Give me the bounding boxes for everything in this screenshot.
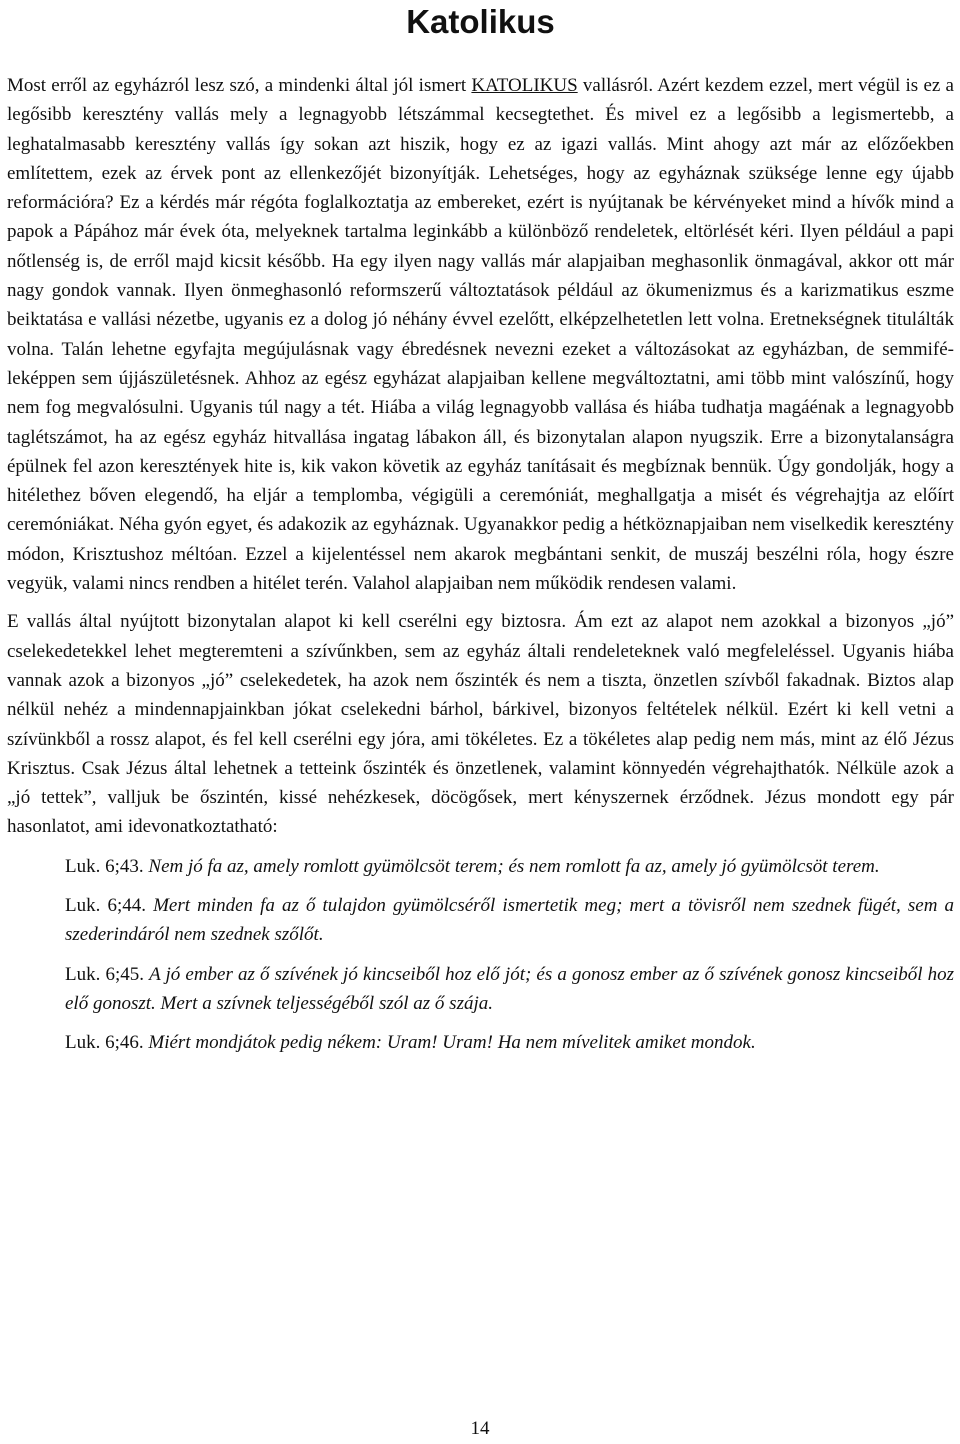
scripture-quote [65,891,954,950]
scripture-reference: Luk. 6;45. [65,963,150,985]
scripture-quote [65,1028,954,1057]
scripture-reference: Luk. 6;43. [65,855,149,877]
emphasized-term: KATOLIKUS [471,75,578,96]
page-number: 14 [470,1418,490,1439]
paragraph-text: vallásról. Azért kezdem ezzel, mert végül is ez a legősibb keresztény vallás mely a legnagyobb létszámmal kecsegtethet. És mivel ez a legősibb a legismertebb, a leghatalmasabb keresztény vallás így sokan azt hiszik, hogy ez az igazi vallás. Mint ahogy azt már az előzőekben említettem, ezek az érvek pont az ellenkezőjét bizonyítják. Lehetséges, hogy az egyháznak szüksége lenne egy újabb reformációra? Ez a kérdés már régóta foglalkoztatja az embereket, ezért is nyújtanak be kérvényeket mind a hívők mind a papok a Pápához már évek óta, melyeknek tartalma leginkább a különböző rendeletek, eltörlését kéri. Ilyen például a papi nőtlenség is, de erről majd kicsit később. Ha egy ilyen nagy vallás már alapjaiban meghasonlik önmagával, akkor ott már nagy gondok vannak. Ilyen önmeghasonló reformszerű változtatások például az ökumenizmus és a karizmatikus eszme beiktatása e vallási nézetbe, ugyanis ez a dolog jó néhány évvel ezelőtt, elképzelhetetlen lett volna. Eretnekségnek titulálták volna. Talán lehetne egyfajta megújulásnak vagy ébredésnek nevezni ezeket a változásokat az egyházban, de semmiféleképpen sem újjászületésnek. Ahhoz az egész egyházat alapjaiban kellene megváltoztatni, ami több mint valószínű, hogy nem fog megvalósulni. Ugyanis túl nagy a tét. Hiába a világ legnagyobb vallása és hiába tudhatja magáénak a legnagyobb taglétszámot, ha az egész egyház hitvallása ingatag lábakon áll, és bizonytalan alapon nyugszik. Erre a bizonytalanságra épülnek fel azon keresztények hite is, kik vakon követik az egyház tanításait és megbíznak bennük. Úgy gondolják, hogy a hitélethez bőven elegendő, ha eljár a templomba, végigüli a ceremóniát, meghallgatja a misét és végrehajtja az előírt ceremóniákat. Néha gyón egyet, és adakozik az egyháznak. Ugyanakkor pedig a hétköznapjaiban nem viselkedik keresztény módon, Krisztushoz méltóan. Ezzel a kijelentéssel nem akarok megbántani senkit, de muszáj beszélni róla, hogy észre vegyük, valami nincs rendben a hitélet terén. Valahol alapjaiban nem működik rendesen valami. [7,75,954,595]
scripture-text: Nem jó fa az, amely romlott gyümölcsöt terem; és nem romlott fa az, amely jó gyümölcsöt terem. [148,855,880,877]
page-title: Katolikus [406,3,555,40]
scripture-quote [65,960,954,1019]
scripture-text: Miért mondjátok pedig nékem: Uram! Uram! Ha nem mívelitek amiket mondok. [148,1032,756,1054]
scripture-quote [65,852,954,881]
scripture-text: Mert minden fa az ő tulajdon gyümölcséről ismertetik meg; mert a tövisről nem szednek fügét, sem a szederindáról nem szednek szőlőt. [65,895,954,946]
body-paragraph-2: E vallás által nyújtott bizonytalan alapot ki kell cserélni egy biztosra. Ám ezt az alapot nem azokkal a bizonyos „jó” cselekedetekkel lehet megteremteni a szívűnkben, sem az egyház általi rendeleteknek való megfeleléssel. Ugyanis hiába vannak azok a bizonyos „jó” cselekedetek, ha azok nem őszinték és nem a tiszta, önzetlen szívből fakadnak. Biztos alap nélkül nehéz a mindennapjainkban jókat cselekedni bárhol, bárkivel, bizonyos feltételek nélkül. Ezért ki kell vetni a szívünkből a rossz alapot, és fel kell cserélni egy jóra, ami tökéletes. Ez a tökéletes alap pedig nem más, mint az élő Jézus Krisztus. Csak Jézus által lehetnek a tetteink őszinték és önzetlenek, valamint könnyedén végrehajthatók. Nélküle azok a „jó tettek”, valljuk be őszintén, kissé nehézkesek, döcögősek, mert kényszernek érződnek. Jézus mondott egy pár hasonlatot, ami idevonatkoztatható: [7,611,954,838]
paragraph-text: Most erről az egyházról lesz szó, a mindenki által jól ismert [7,75,472,96]
scripture-reference: Luk. 6;46. [65,1032,149,1054]
scripture-text: A jó ember az ő szívének jó kincseiből hoz elő jót; és a gonosz ember az ő szívének gonosz kincseiből hoz elő gonoszt. Mert a szívnek teljességéből szól az ő szája. [65,963,954,1014]
body-paragraph-1 [7,71,954,598]
scripture-reference: Luk. 6;44. [65,895,154,917]
